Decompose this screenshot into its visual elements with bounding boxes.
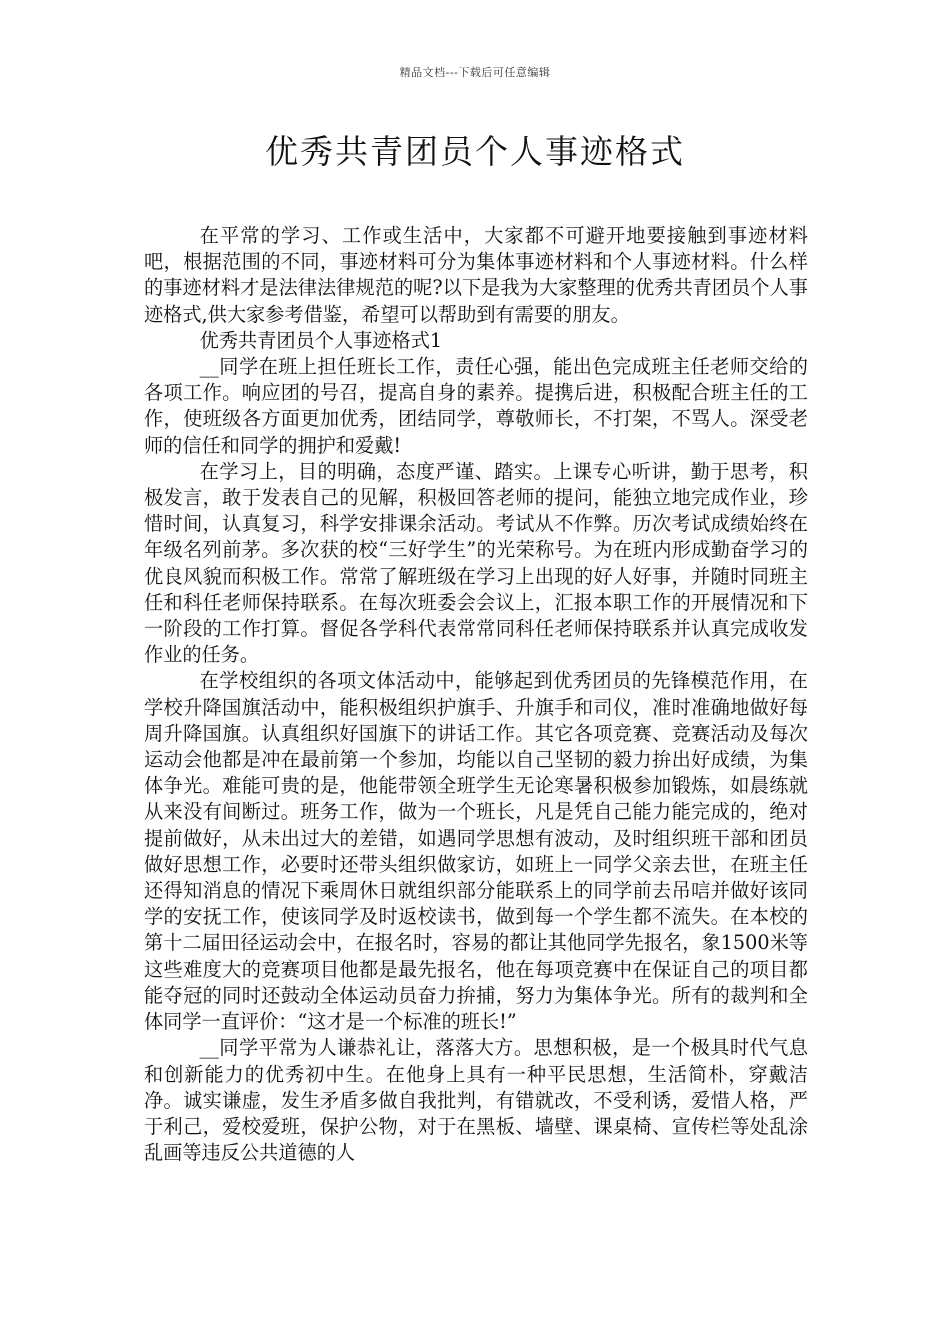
header-note: 精品文档---下载后可任意编辑 [399, 66, 551, 79]
page-title: 优秀共青团员个人事迹格式 [265, 132, 685, 171]
section-heading: 优秀共青团员个人事迹格式1 [199, 328, 443, 352]
paragraph: 在学习上，目的明确，态度严谨、踏实。上课专心听讲，勤于思考，积极发言，敢于发表自己的见解，积极回答老师的提问，能独立地完成作业，珍惜时间，认真复习，科学安排课余活动。考试从不作弊。历次考试成绩始终在年级名列前茅。多次获的校“三好学生”的光荣称号。为在班内形成勤奋学习的优良风貌而积极工作。常常了解班级在学习上出现的好人好事，并随时同班主任和科任老师保持联系。在每次班委会会议上，汇报本职工作的开展情况和下一阶段的工作打算。督促各学科代表常常同科任老师保持联系并认真完成收发作业的任务。 [144, 459, 808, 667]
paragraph-intro: 在平常的学习、工作或生活中，大家都不可避开地要接触到事迹材料吧，根据范围的不同，事迹材料可分为集体事迹材料和个人事迹材料。什么样的事迹材料才是法律法律规范的呢?以下是我为大家整理的优秀共青团员个人事迹格式,供大家参考借鉴，希望可以帮助到有需要的朋友。 [144, 224, 808, 326]
document-body [144, 223, 808, 1166]
paragraph: __同学在班上担任班长工作，责任心强，能出色完成班主任老师交给的各项工作。响应团的号召，提高自身的素养。提携后进，积极配合班主任的工作，使班级各方面更加优秀，团结同学，尊敬师长，不打架，不骂人。深受老师的信任和同学的拥护和爱戴! [144, 355, 808, 457]
paragraph: 在学校组织的各项文体活动中，能够起到优秀团员的先锋模范作用，在学校升降国旗活动中，能积极组织护旗手、升旗手和司仪，准时准确地做好每周升降国旗。认真组织好国旗下的讲话工作。其它各项竞赛、竞赛活动及每次运动会他都是冲在最前第一个参加，均能以自己坚韧的毅力拚出好成绩，为集体争光。难能可贵的是，他能带领全班学生无论寒暑积极参加锻炼，如晨练就从来没有间断过。班务工作，做为一个班长，凡是凭自己能力能完成的，绝对提前做好，从未出过大的差错，如遇同学思想有波动，及时组织班干部和团员做好思想工作，必要时还带头组织做家访，如班上一同学父亲去世，在班主任还得知消息的情况下乘周休日就组织部分能联系上的同学前去吊唁并做好该同学的安抚工作，使该同学及时返校读书，做到每一个学生都不流失。在本校的第十二届田径运动会中，在报名时，容易的都让其他同学先报名，象1500米等这些难度大的竞赛项目他都是最先报名，他在每项竞赛中在保证自己的项目都能夺冠的同时还鼓动全体运动员奋力拚捕，努力为集体争光。所有的裁判和全体同学一直评价：“这才是一个标准的班长!” [144, 669, 808, 1034]
paragraph: __同学平常为人谦恭礼让，落落大方。思想积极，是一个极具时代气息和创新能力的优秀初中生。在他身上具有一种平民思想，生活简朴，穿戴洁净。诚实谦虚，发生矛盾多做自我批判，有错就改，不受利诱，爱惜人格，严于利己，爱校爱班，保护公物，对于在黑板、墙壁、课桌椅、宣传栏等处乱涂乱画等违反公共道德的人 [144, 1036, 808, 1165]
